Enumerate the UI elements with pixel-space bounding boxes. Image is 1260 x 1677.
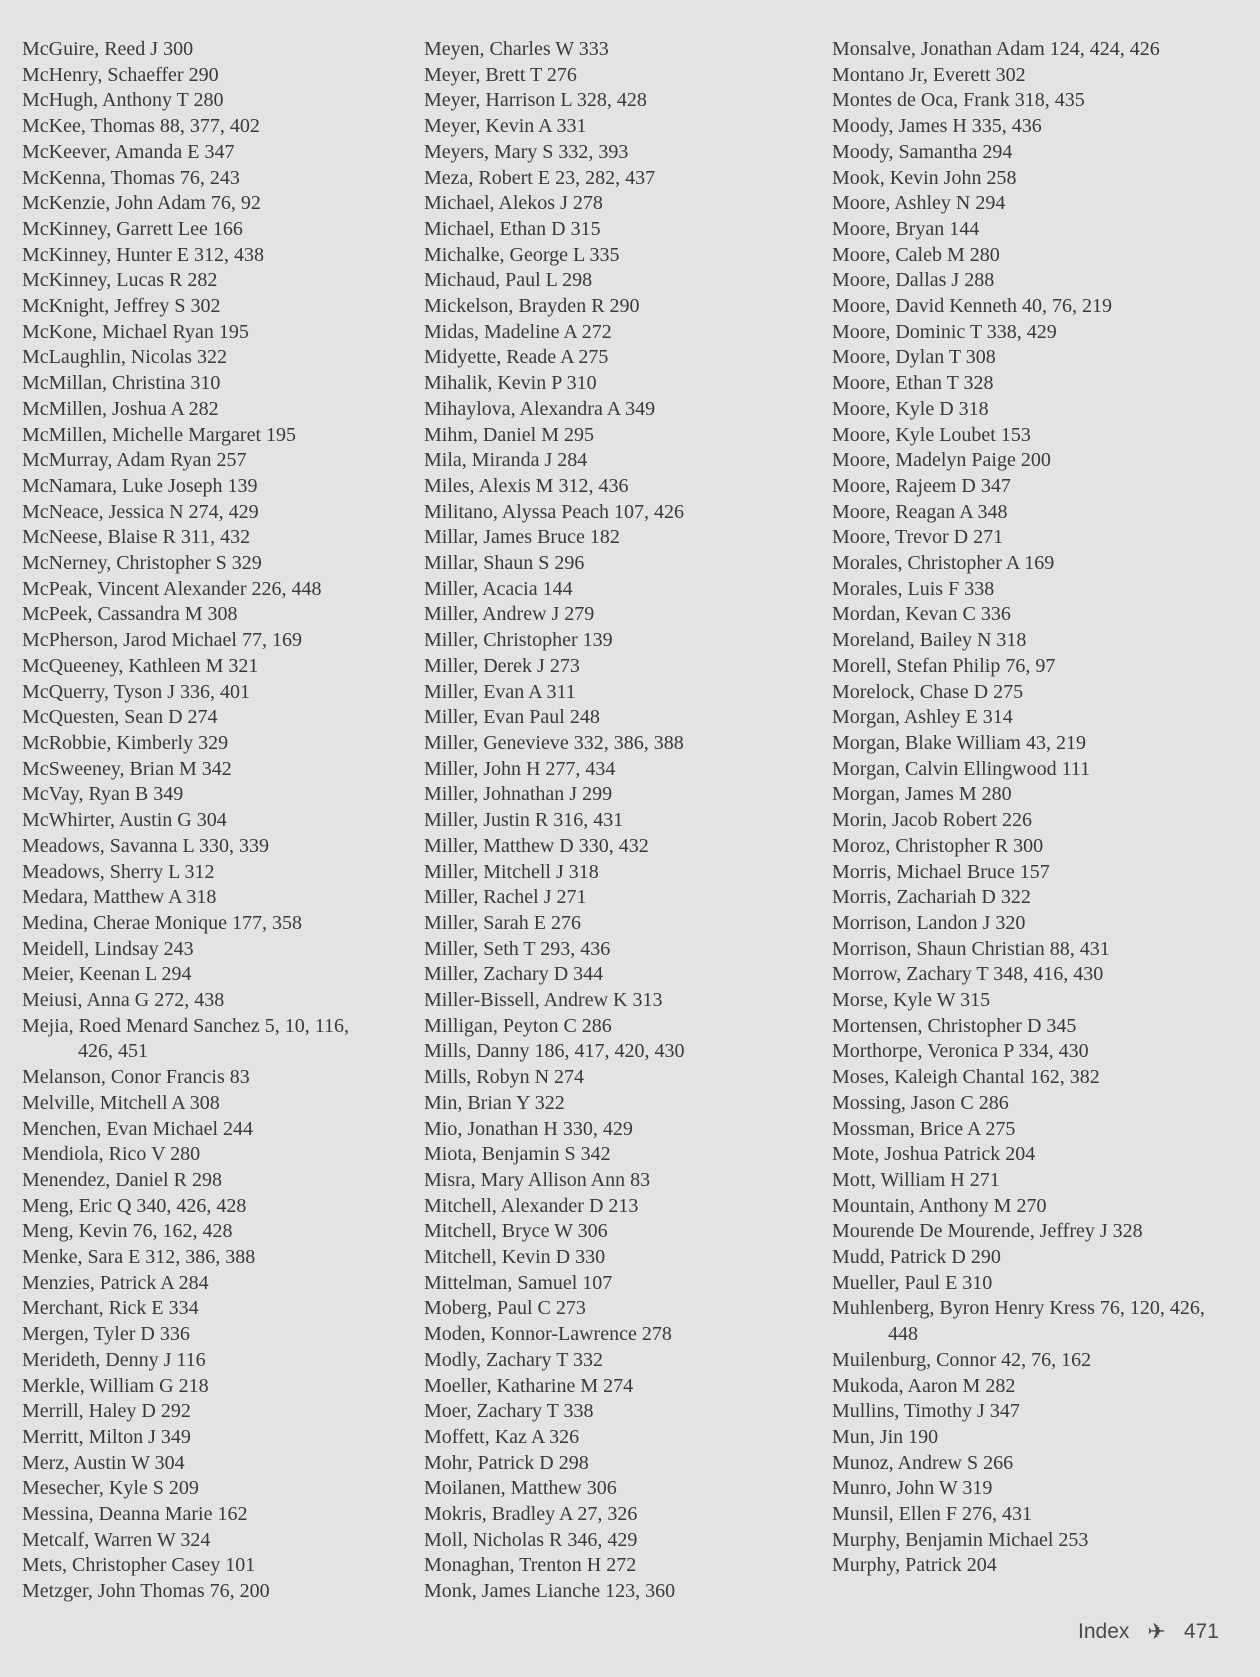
index-entry: McKnight, Jeffrey S 302: [22, 295, 221, 318]
index-entry: Miota, Benjamin S 342: [424, 1143, 611, 1166]
index-entry: Moll, Nicholas R 346, 429: [424, 1528, 638, 1551]
index-entry: Mila, Miranda J 284: [424, 449, 588, 472]
index-entry: Meng, Kevin 76, 162, 428: [22, 1220, 233, 1243]
index-entry: McWhirter, Austin G 304: [22, 809, 227, 832]
index-entry: Menzies, Patrick A 284: [22, 1271, 209, 1294]
index-entry: Mohr, Patrick D 298: [424, 1451, 589, 1474]
index-entry: Mets, Christopher Casey 101: [22, 1554, 256, 1577]
index-entry: Moore, Trevor D 271: [832, 526, 1004, 549]
index-entry: McKenzie, John Adam 76, 92: [22, 192, 261, 215]
index-entry: Moses, Kaleigh Chantal 162, 382: [832, 1066, 1100, 1089]
index-entry: Miller, Acacia 144: [424, 577, 573, 600]
index-entry: Mesecher, Kyle S 209: [22, 1477, 199, 1500]
index-entry: McVay, Ryan B 349: [22, 783, 184, 806]
index-entry: McPeek, Cassandra M 308: [22, 603, 238, 626]
index-entry: McLaughlin, Nicolas 322: [22, 346, 227, 369]
index-entry: Mossman, Brice A 275: [832, 1117, 1016, 1140]
index-entry: Morell, Stefan Philip 76, 97: [832, 654, 1056, 677]
index-entry: Murphy, Benjamin Michael 253: [832, 1528, 1089, 1551]
index-entry: Monsalve, Jonathan Adam 124, 424, 426: [832, 38, 1160, 60]
index-entry: Mokris, Bradley A 27, 326: [424, 1503, 638, 1526]
index-entry: Meng, Eric Q 340, 426, 428: [22, 1194, 247, 1217]
index-entry: Menchen, Evan Michael 244: [22, 1117, 254, 1140]
index-entry: McNamara, Luke Joseph 139: [22, 474, 258, 497]
index-entry: Meadows, Savanna L 330, 339: [22, 834, 269, 857]
index-entry: Modly, Zachary T 332: [424, 1348, 604, 1371]
index-entry: Morrow, Zachary T 348, 416, 430: [832, 963, 1104, 986]
index-entry: Morse, Kyle W 315: [832, 989, 991, 1012]
index-entry: Mitchell, Kevin D 330: [424, 1246, 606, 1269]
index-entry: Moer, Zachary T 338: [424, 1400, 594, 1423]
index-entry: Millar, James Bruce 182: [424, 526, 620, 549]
page-footer: [1078, 1619, 1219, 1645]
index-entry: Munro, John W 319: [832, 1477, 993, 1500]
index-entry: Moilanen, Matthew 306: [424, 1477, 617, 1500]
index-entry: Meyer, Brett T 276: [424, 63, 577, 86]
index-entry: Merrill, Haley D 292: [22, 1400, 191, 1423]
index-entry: Mihm, Daniel M 295: [424, 423, 594, 446]
index-entry: Moreland, Bailey N 318: [832, 629, 1027, 652]
index-entry: Moore, Rajeem D 347: [832, 474, 1011, 497]
index-entry: Merritt, Milton J 349: [22, 1425, 191, 1448]
index-entry: Melville, Mitchell A 308: [22, 1091, 220, 1114]
index-entry: Moden, Konnor-Lawrence 278: [424, 1323, 672, 1346]
index-entry: Mitchell, Bryce W 306: [424, 1220, 608, 1243]
airplane-icon: ✈: [1147, 1619, 1166, 1644]
index-entry: Mukoda, Aaron M 282: [832, 1374, 1016, 1397]
index-entry: Moore, Ethan T 328: [832, 372, 994, 395]
index-entry: Mitchell, Alexander D 213: [424, 1194, 639, 1217]
index-entry: Meyer, Harrison L 328, 428: [424, 89, 647, 112]
index-entry: Murphy, Patrick 204: [832, 1554, 997, 1577]
index-entry: Mun, Jin 190: [832, 1425, 939, 1448]
index-entry: Meier, Keenan L 294: [22, 963, 192, 986]
index-entry: Morris, Zachariah D 322: [832, 886, 1031, 909]
index-entry: Mio, Jonathan H 330, 429: [424, 1117, 633, 1140]
index-entry: Mejia, Roed Menard Sanchez 5, 10, 116, 426, 451: [22, 1014, 349, 1063]
index-entry: Muhlenberg, Byron Henry Kress 76, 120, 426, 448: [832, 1297, 1205, 1346]
index-entry: Moore, David Kenneth 40, 76, 219: [832, 295, 1112, 318]
index-entry: Moore, Reagan A 348: [832, 500, 1008, 523]
index-entry: Moberg, Paul C 273: [424, 1297, 586, 1320]
index-entry: Muilenburg, Connor 42, 76, 162: [832, 1348, 1092, 1371]
index-entry: McKeever, Amanda E 347: [22, 140, 235, 163]
index-entry: Metcalf, Warren W 324: [22, 1528, 211, 1551]
index-entry: Moore, Bryan 144: [832, 217, 980, 240]
page-number: 471: [1183, 1620, 1219, 1643]
index-entry: Meyers, Mary S 332, 393: [424, 140, 629, 163]
index-entry: McPherson, Jarod Michael 77, 169: [22, 629, 302, 652]
index-entry: Moeller, Katharine M 274: [424, 1374, 634, 1397]
index-entry: McGuire, Reed J 300: [22, 38, 194, 60]
index-entry: Merideth, Denny J 116: [22, 1348, 206, 1371]
index-entry: McKee, Thomas 88, 377, 402: [22, 115, 260, 138]
index-entry: McMurray, Adam Ryan 257: [22, 449, 247, 472]
index-entry: Moore, Kyle Loubet 153: [832, 423, 1031, 446]
index-entry: Mountain, Anthony M 270: [832, 1194, 1047, 1217]
index-entry: Miller, Sarah E 276: [424, 911, 581, 934]
index-entry: Meidell, Lindsay 243: [22, 937, 194, 960]
index-entry: Miller, Johnathan J 299: [424, 783, 613, 806]
index-entry: Morin, Jacob Robert 226: [832, 809, 1032, 832]
index-entry: Morrison, Landon J 320: [832, 911, 1026, 934]
index-entry: McKenna, Thomas 76, 243: [22, 166, 240, 189]
index-entry: Moffett, Kaz A 326: [424, 1425, 580, 1448]
index-entry: Munoz, Andrew S 266: [832, 1451, 1014, 1474]
index-entry: Midas, Madeline A 272: [424, 320, 612, 343]
index-column-2: [424, 37, 814, 1605]
index-entry: Miles, Alexis M 312, 436: [424, 474, 629, 497]
index-entry: Monk, James Lianche 123, 360: [424, 1580, 676, 1603]
index-entry: Moore, Dallas J 288: [832, 269, 995, 292]
index-entry: McKinney, Garrett Lee 166: [22, 217, 243, 240]
index-column-1: [22, 37, 382, 1605]
index-entry: McKinney, Hunter E 312, 438: [22, 243, 264, 266]
index-entry: Merz, Austin W 304: [22, 1451, 185, 1474]
index-entry: Moore, Dylan T 308: [832, 346, 996, 369]
index-entry: Miller, Evan A 311: [424, 680, 576, 703]
index-entry: Miller, Mitchell J 318: [424, 860, 599, 883]
index-entry: Midyette, Reade A 275: [424, 346, 609, 369]
index-entry: Morgan, Ashley E 314: [832, 706, 1013, 729]
index-entry: Munsil, Ellen F 276, 431: [832, 1503, 1033, 1526]
footer-section-label: Index: [1078, 1620, 1130, 1643]
index-entry: Meyen, Charles W 333: [424, 38, 609, 60]
index-entry: Moroz, Christopher R 300: [832, 834, 1044, 857]
index-entry: Medina, Cherae Monique 177, 358: [22, 911, 302, 934]
index-entry: McHugh, Anthony T 280: [22, 89, 224, 112]
index-entry: McNeese, Blaise R 311, 432: [22, 526, 251, 549]
index-entry: Min, Brian Y 322: [424, 1091, 565, 1114]
index-entry: Montes de Oca, Frank 318, 435: [832, 89, 1085, 112]
index-entry: Mueller, Paul E 310: [832, 1271, 993, 1294]
index-entry: McMillan, Christina 310: [22, 372, 221, 395]
index-entry: Meadows, Sherry L 312: [22, 860, 215, 883]
index-entry: Morelock, Chase D 275: [832, 680, 1024, 703]
index-entry: Meyer, Kevin A 331: [424, 115, 587, 138]
index-entry: Moore, Caleb M 280: [832, 243, 1000, 266]
index-entry: Mordan, Kevan C 336: [832, 603, 1011, 626]
index-entry: Morthorpe, Veronica P 334, 430: [832, 1040, 1089, 1063]
index-entry: Mihaylova, Alexandra A 349: [424, 397, 656, 420]
index-entry: McNeace, Jessica N 274, 429: [22, 500, 259, 523]
index-entry: Michalke, George L 335: [424, 243, 620, 266]
index-entry: Miller, Evan Paul 248: [424, 706, 600, 729]
index-entry: Melanson, Conor Francis 83: [22, 1066, 250, 1089]
index-entry: Menendez, Daniel R 298: [22, 1168, 222, 1191]
index-entry: Mills, Danny 186, 417, 420, 430: [424, 1040, 685, 1063]
index-entry: Mossing, Jason C 286: [832, 1091, 1009, 1114]
index-entry: Mergen, Tyler D 336: [22, 1323, 190, 1346]
index-entry: Mendiola, Rico V 280: [22, 1143, 201, 1166]
index-entry: Merchant, Rick E 334: [22, 1297, 199, 1320]
index-entry: Morgan, Blake William 43, 219: [832, 731, 1086, 754]
index-entry: Morris, Michael Bruce 157: [832, 860, 1050, 883]
index-entry: Moody, James H 335, 436: [832, 115, 1042, 138]
index-entry: Merkle, William G 218: [22, 1374, 209, 1397]
index-entry: Moore, Ashley N 294: [832, 192, 1006, 215]
index-entry: Morrison, Shaun Christian 88, 431: [832, 937, 1110, 960]
index-entry: Miller, Christopher 139: [424, 629, 613, 652]
index-entry: Mullins, Timothy J 347: [832, 1400, 1020, 1423]
index-entry: Miller, Zachary D 344: [424, 963, 604, 986]
index-entry: Meiusi, Anna G 272, 438: [22, 989, 225, 1012]
index-entry: Mittelman, Samuel 107: [424, 1271, 613, 1294]
index-entry: Mills, Robyn N 274: [424, 1066, 585, 1089]
index-entry: McRobbie, Kimberly 329: [22, 731, 229, 754]
index-entry: Milligan, Peyton C 286: [424, 1014, 612, 1037]
index-entry: Metzger, John Thomas 76, 200: [22, 1580, 270, 1603]
index-entry: Morgan, Calvin Ellingwood 111: [832, 757, 1091, 780]
index-entry: Mourende De Mourende, Jeffrey J 328: [832, 1220, 1143, 1243]
index-entry: Mote, Joshua Patrick 204: [832, 1143, 1036, 1166]
index-entry: Miller, Genevieve 332, 386, 388: [424, 731, 684, 754]
index-entry: Miller, Rachel J 271: [424, 886, 587, 909]
index-entry: McQuesten, Sean D 274: [22, 706, 218, 729]
index-entry: Moore, Dominic T 338, 429: [832, 320, 1057, 343]
index-entry: McSweeney, Brian M 342: [22, 757, 232, 780]
index-entry: Miller, Matthew D 330, 432: [424, 834, 649, 857]
index-entry: Mudd, Patrick D 290: [832, 1246, 1001, 1269]
index-entry: Monaghan, Trenton H 272: [424, 1554, 637, 1577]
index-entry: Miller-Bissell, Andrew K 313: [424, 989, 663, 1012]
index-entry: Moore, Madelyn Paige 200: [832, 449, 1051, 472]
index-entry: McPeak, Vincent Alexander 226, 448: [22, 577, 322, 600]
index-entry: McHenry, Schaeffer 290: [22, 63, 219, 86]
index-entry: McKone, Michael Ryan 195: [22, 320, 249, 343]
index-entry: Morales, Christopher A 169: [832, 552, 1055, 575]
index-entry: McQuerry, Tyson J 336, 401: [22, 680, 251, 703]
index-entry: Miller, Derek J 273: [424, 654, 580, 677]
index-entry: Medara, Matthew A 318: [22, 886, 217, 909]
index-entry: Michaud, Paul L 298: [424, 269, 593, 292]
index-entry: Moore, Kyle D 318: [832, 397, 989, 420]
index-entry: McQueeney, Kathleen M 321: [22, 654, 259, 677]
index-entry: Miller, Justin R 316, 431: [424, 809, 624, 832]
index-column-3: [832, 37, 1212, 1579]
index-entry: Mickelson, Brayden R 290: [424, 295, 640, 318]
index-entry: Millar, Shaun S 296: [424, 552, 585, 575]
index-entry: Miller, Andrew J 279: [424, 603, 595, 626]
index-entry: Messina, Deanna Marie 162: [22, 1503, 248, 1526]
index-entry: Meza, Robert E 23, 282, 437: [424, 166, 656, 189]
index-entry: Montano Jr, Everett 302: [832, 63, 1026, 86]
index-entry: McMillen, Michelle Margaret 195: [22, 423, 297, 446]
index-entry: Miller, Seth T 293, 436: [424, 937, 611, 960]
index-entry: Moody, Samantha 294: [832, 140, 1013, 163]
index-entry: McMillen, Joshua A 282: [22, 397, 219, 420]
index-entry: Morales, Luis F 338: [832, 577, 995, 600]
index-entry: Michael, Alekos J 278: [424, 192, 603, 215]
index-entry: Misra, Mary Allison Ann 83: [424, 1168, 651, 1191]
index-entry: McNerney, Christopher S 329: [22, 552, 262, 575]
index-entry: Morgan, James M 280: [832, 783, 1012, 806]
index-entry: McKinney, Lucas R 282: [22, 269, 218, 292]
index-entry: Mortensen, Christopher D 345: [832, 1014, 1077, 1037]
index-entry: Mihalik, Kevin P 310: [424, 372, 597, 395]
index-entry: Militano, Alyssa Peach 107, 426: [424, 500, 684, 523]
index-entry: Mook, Kevin John 258: [832, 166, 1017, 189]
index-entry: Michael, Ethan D 315: [424, 217, 601, 240]
index-entry: Menke, Sara E 312, 386, 388: [22, 1246, 256, 1269]
index-entry: Mott, William H 271: [832, 1168, 1000, 1191]
index-entry: Miller, John H 277, 434: [424, 757, 616, 780]
